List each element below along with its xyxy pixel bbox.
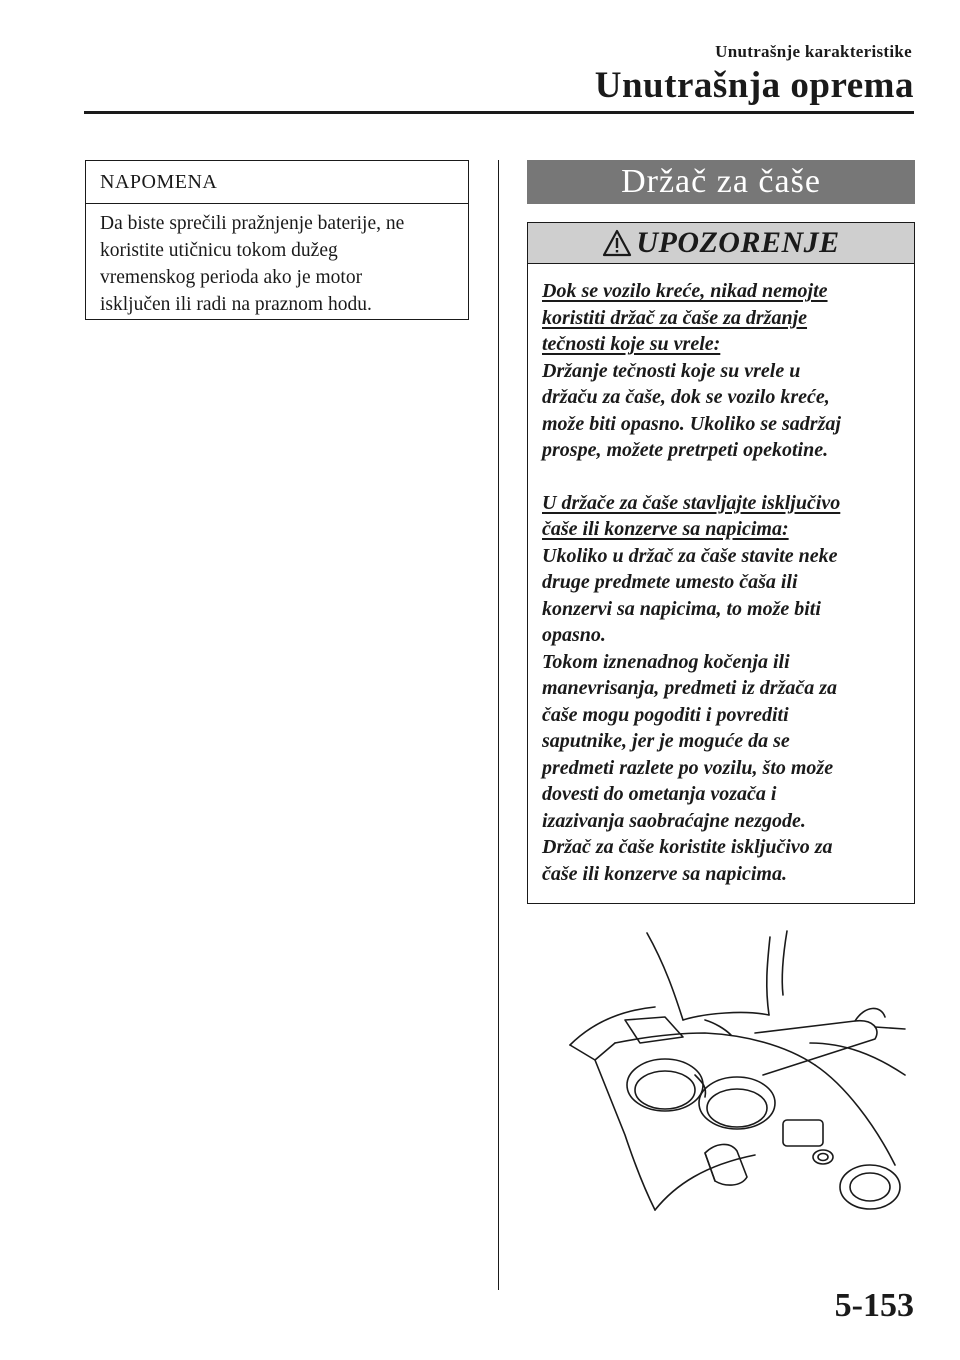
warning-text-line: Tokom iznenadnog kočenja ili <box>542 650 790 673</box>
warning-text-line: izazivanja saobraćajne nezgode. <box>542 809 806 832</box>
warning-heading-line: čaše ili konzerve sa napicima: <box>542 518 789 540</box>
warning-heading-line: koristiti držač za čaše za držanje <box>542 306 808 329</box>
note-line: Da biste sprečili pražnjenje baterije, ne <box>100 213 405 234</box>
warning-label: UPOZORENJE <box>636 226 840 259</box>
warning-text-line: saputnike, jer je moguće da se <box>542 730 790 752</box>
page-title: Unutrašnja oprema <box>594 65 914 106</box>
warning-text-line: držaču za čaše, dok se vozilo kreće, <box>542 386 830 408</box>
warning-gap <box>542 464 900 490</box>
warning-heading-line: U držače za čaše stavljajte isključivo <box>542 491 841 514</box>
warning-box <box>527 222 915 904</box>
warning-text-line: konzervi sa napicima, to može biti <box>542 597 821 620</box>
warning-heading-line: Dok se vozilo kreće, nikad nemojte <box>542 280 828 302</box>
warning-header <box>528 223 914 264</box>
note-title: NAPOMENA <box>86 161 468 204</box>
warning-text-line: druge predmete umesto čaša ili <box>542 571 798 593</box>
note-line: vremenskog perioda ako je motor <box>100 267 363 288</box>
warning-text-line: čaše ili konzerve sa napicima. <box>542 862 787 885</box>
header-rule <box>84 111 914 114</box>
warning-text-line: Ukoliko u držač za čaše stavite neke <box>542 544 838 567</box>
warning-text-line: može biti opasno. Ukoliko se sadržaj <box>542 412 841 435</box>
section-title: Držač za čaše <box>527 160 915 204</box>
warning-text-line: opasno. <box>542 624 606 646</box>
warning-triangle-icon <box>602 229 632 257</box>
note-box <box>85 160 469 320</box>
warning-text-line: prospe, možete pretrpeti opekotine. <box>542 439 829 461</box>
note-line: isključen ili radi na praznom hodu. <box>100 294 372 315</box>
note-line: koristite utičnicu tokom dužeg <box>100 240 338 261</box>
warning-body <box>528 264 914 887</box>
chapter-label: Unutrašnje karakteristike <box>715 42 912 61</box>
warning-text-line: dovesti do ometanja vozača i <box>542 783 777 805</box>
warning-text-line: Držanje tečnosti koje su vrele u <box>542 359 801 382</box>
note-body <box>86 204 468 318</box>
center-console-cup-holder-illustration <box>555 925 915 1220</box>
column-divider <box>498 160 499 1290</box>
warning-text-line: predmeti razlete po vozilu, što može <box>542 756 834 779</box>
warning-text-line: Držač za čaše koristite isključivo za <box>542 836 833 858</box>
warning-heading-line: tečnosti koje su vrele: <box>542 333 721 355</box>
warning-text-line: manevrisanja, predmeti iz držača za <box>542 677 838 699</box>
warning-text-line: čaše mogu pogoditi i povrediti <box>542 703 789 726</box>
page-number: 5-153 <box>834 1287 914 1324</box>
